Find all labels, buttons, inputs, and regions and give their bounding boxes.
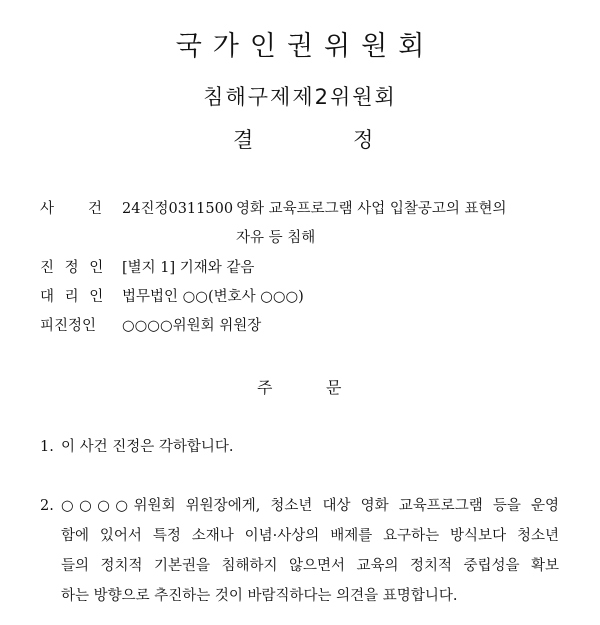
agent-value: 법무법인 ○○(변호사 ○○○) <box>122 289 304 305</box>
case-label-left: 사 <box>40 201 55 217</box>
order-heading-right: 문 <box>326 378 342 397</box>
respondent-label: 피진정인 <box>40 318 97 334</box>
committee-title: 침해구제제2위원회 <box>203 85 397 109</box>
order-heading-left: 주 <box>257 378 273 397</box>
order-item-number: 2. <box>40 498 54 514</box>
agent-label: 대 리 인 <box>40 289 107 305</box>
order-item-text-line: 들의 정치적 기본권을 침해하지 않으면서 교육의 정치적 중립성을 확보 <box>61 558 559 574</box>
respondent-value: ○○○○위원회 위원장 <box>122 318 262 334</box>
order-item-text-line: 하는 방향으로 추진하는 것이 바람직하다는 의견을 표명합니다. <box>61 588 458 604</box>
order-item-number: 1. <box>40 439 54 455</box>
case-number: 24진정0311500 <box>122 201 234 217</box>
doc-type-left: 결 <box>233 128 254 152</box>
petitioner-label: 진 정 인 <box>40 260 107 276</box>
organization-title: 국가인권위원회 <box>175 31 436 62</box>
case-label-right: 건 <box>88 201 103 217</box>
case-title-line1: 영화 교육프로그램 사업 입찰공고의 표현의 <box>236 201 507 217</box>
case-title-line2: 자유 등 침해 <box>236 230 316 246</box>
petitioner-value: [별지 1] 기재와 같음 <box>122 260 255 276</box>
order-item-text-line: 함에 있어서 특정 소재나 이념·사상의 배제를 요구하는 방식보다 청소년 <box>61 528 559 544</box>
order-item-text-line: ○○○○위원회 위원장에게, 청소년 대상 영화 교육프로그램 등을 운영 <box>61 498 559 514</box>
doc-type-right: 정 <box>353 128 374 152</box>
order-item-text: 이 사건 진정은 각하합니다. <box>61 439 234 455</box>
